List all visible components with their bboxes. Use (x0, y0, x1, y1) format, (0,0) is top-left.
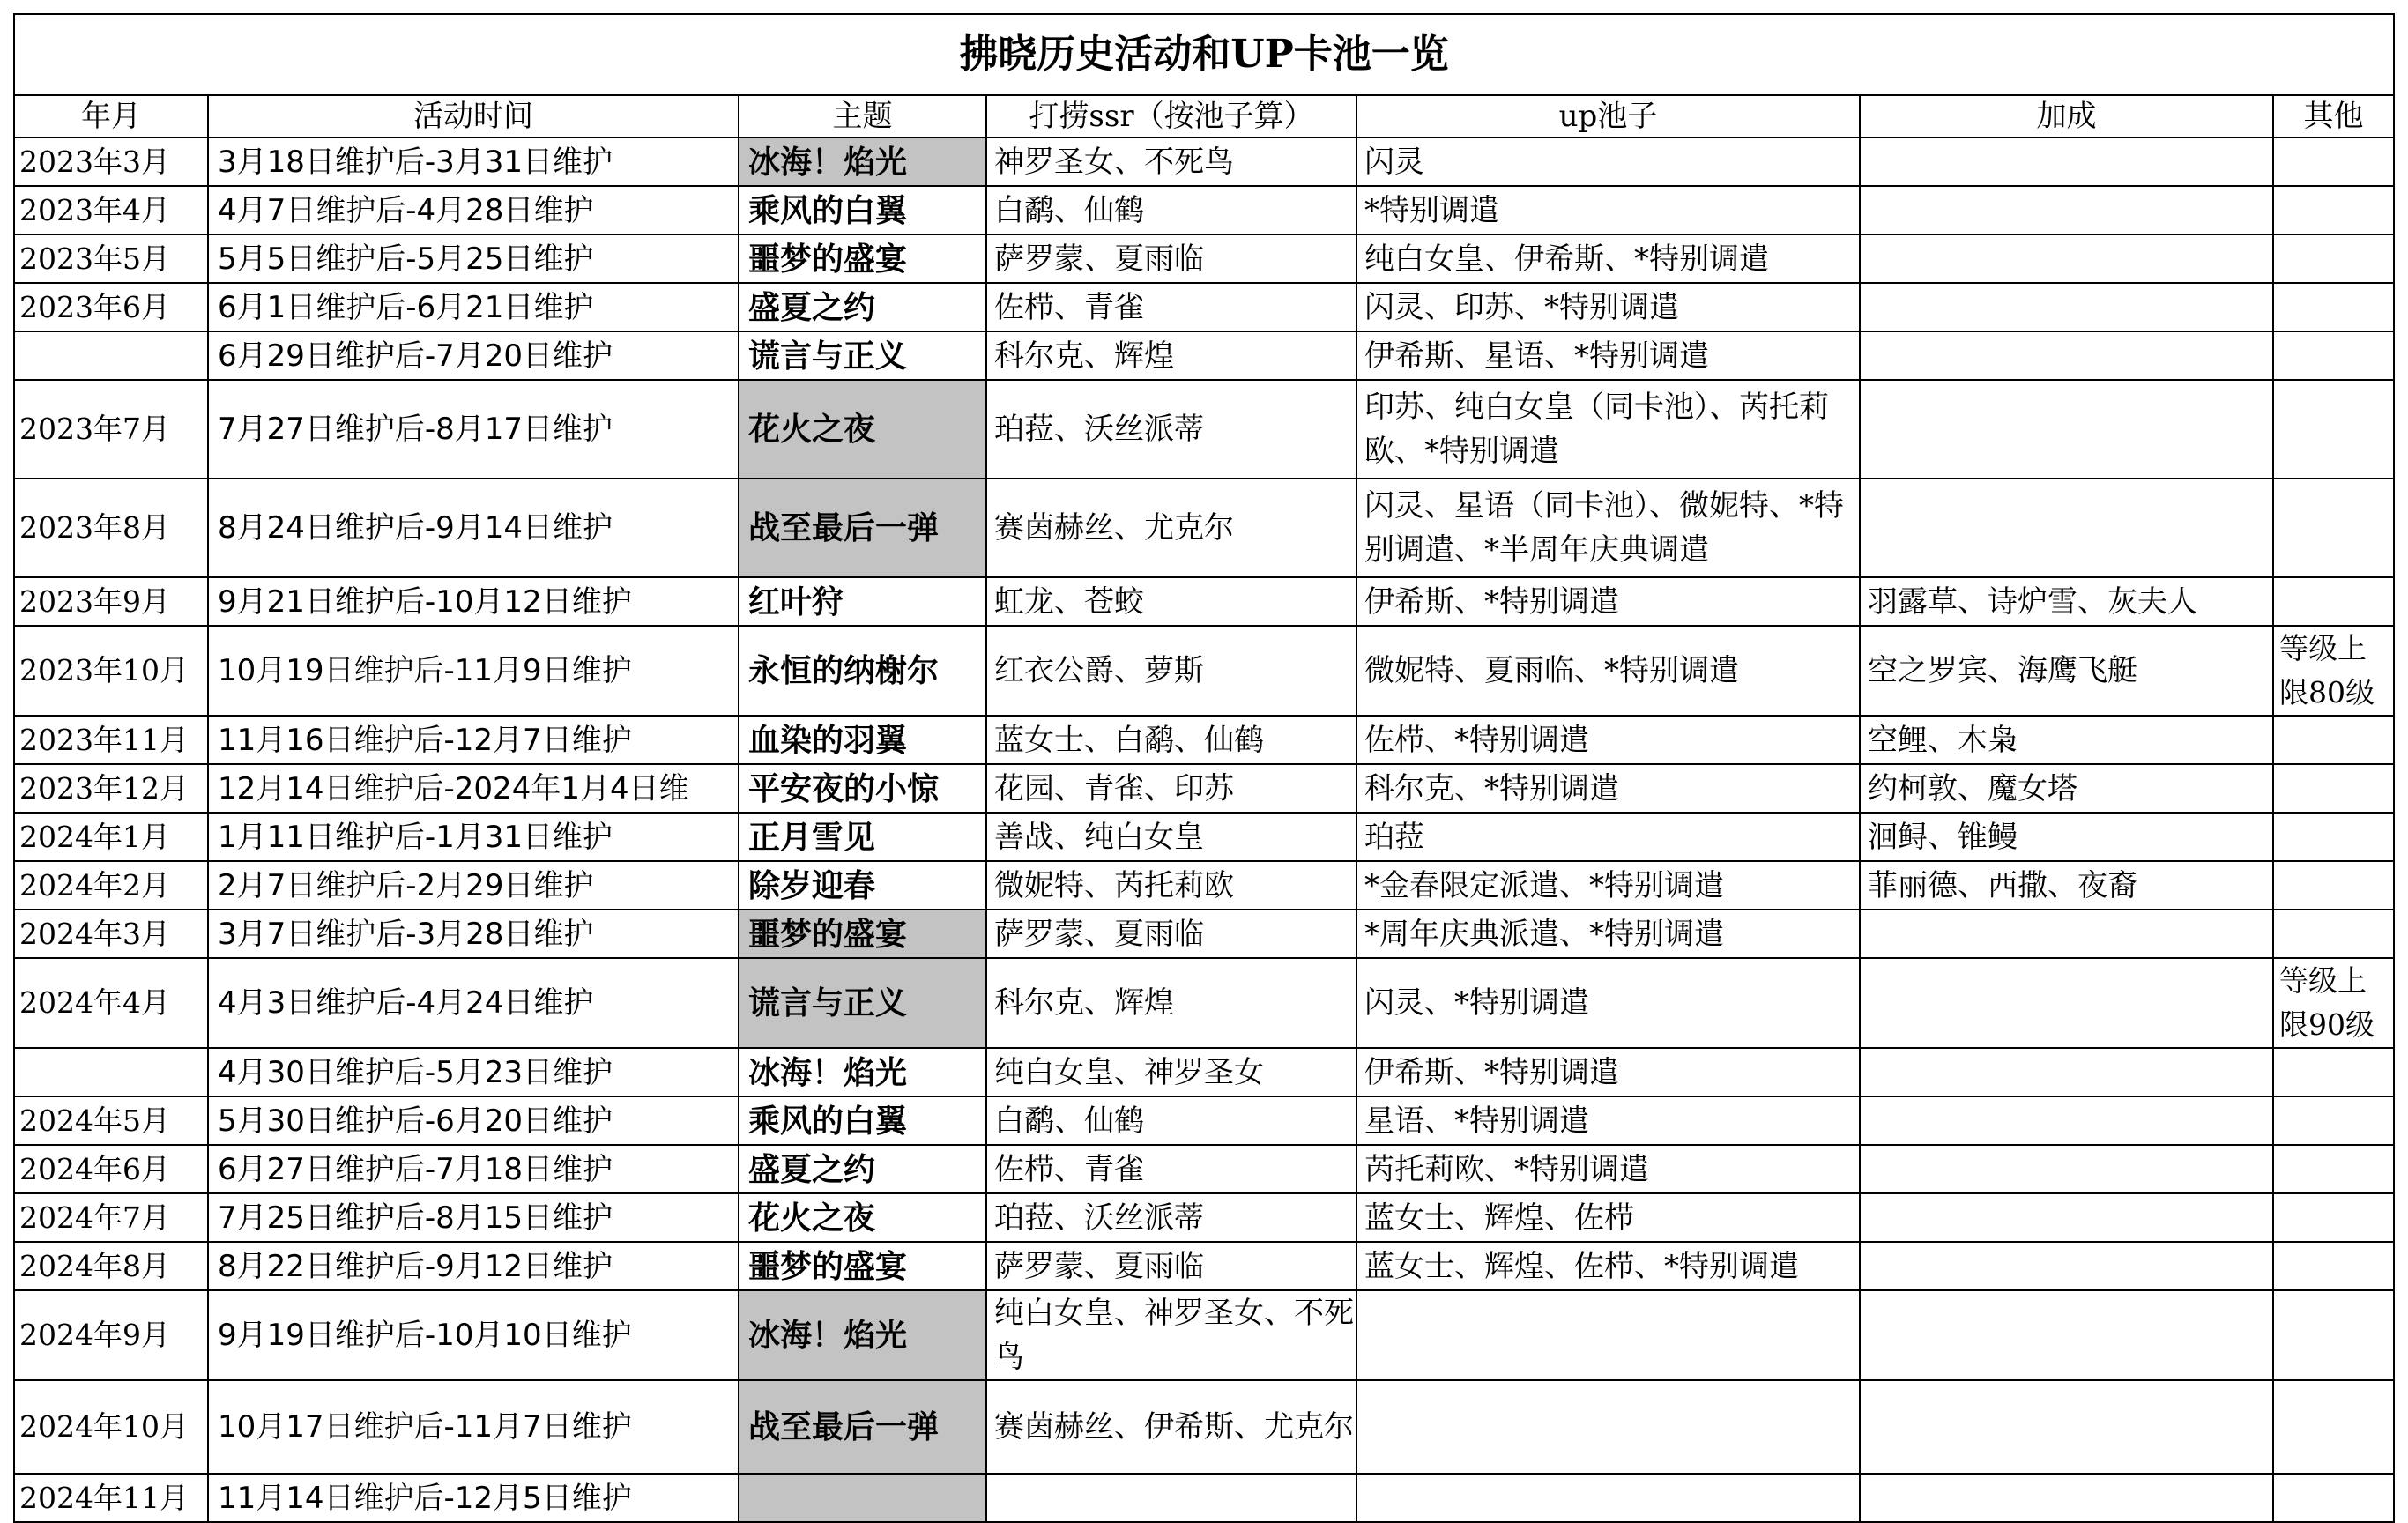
cell-bonus (1860, 137, 2273, 186)
cell-theme: 冰海！焰光 (739, 1290, 986, 1380)
cell-other (2273, 1193, 2394, 1242)
cell-up (1356, 1380, 1860, 1474)
cell-time: 4月30日维护后-5月23日维护 (208, 1048, 739, 1096)
cell-other (2273, 234, 2394, 283)
cell-ssr: 科尔克、辉煌 (986, 331, 1356, 380)
cell-theme: 战至最后一弹 (739, 1380, 986, 1474)
cell-month: 2023年7月 (14, 380, 208, 479)
cell-other (2273, 577, 2394, 626)
cell-time: 12月14日维护后-2024年1月4日维 (208, 764, 739, 813)
cell-other: 等级上限80级 (2273, 626, 2394, 716)
cell-ssr: 赛茵赫丝、尤克尔 (986, 479, 1356, 577)
cell-theme: 除岁迎春 (739, 861, 986, 910)
cell-ssr: 萨罗蒙、夏雨临 (986, 234, 1356, 283)
cell-time: 8月24日维护后-9月14日维护 (208, 479, 739, 577)
cell-time: 5月30日维护后-6月20日维护 (208, 1096, 739, 1145)
cell-bonus: 约柯敦、魔女塔 (1860, 764, 2273, 813)
cell-time: 8月22日维护后-9月12日维护 (208, 1242, 739, 1290)
cell-month: 2024年10月 (14, 1380, 208, 1474)
cell-theme: 乘风的白翼 (739, 1096, 986, 1145)
cell-theme: 盛夏之约 (739, 1145, 986, 1193)
cell-theme: 花火之夜 (739, 1193, 986, 1242)
cell-bonus (1860, 234, 2273, 283)
table-row (14, 813, 2394, 861)
table-title: 拂晓历史活动和UP卡池一览 (14, 14, 2394, 95)
table-row (14, 234, 2394, 283)
cell-theme: 噩梦的盛宴 (739, 1242, 986, 1290)
cell-other (2273, 137, 2394, 186)
cell-time: 3月18日维护后-3月31日维护 (208, 137, 739, 186)
cell-theme: 红叶狩 (739, 577, 986, 626)
cell-time: 11月14日维护后-12月5日维护 (208, 1474, 739, 1522)
cell-bonus: 菲丽德、西撒、夜裔 (1860, 861, 2273, 910)
cell-up: 闪灵、星语（同卡池）、微妮特、*特别调遣、*半周年庆典调遣 (1356, 479, 1860, 577)
cell-up (1356, 1290, 1860, 1380)
table-row (14, 1242, 2394, 1290)
cell-time: 4月3日维护后-4月24日维护 (208, 958, 739, 1048)
cell-up: 科尔克、*特别调遣 (1356, 764, 1860, 813)
cell-month: 2023年6月 (14, 283, 208, 331)
cell-bonus: 羽露草、诗炉雪、灰夫人 (1860, 577, 2273, 626)
cell-time: 2月7日维护后-2月29日维护 (208, 861, 739, 910)
table-row (14, 283, 2394, 331)
cell-other (2273, 1096, 2394, 1145)
cell-theme: 谎言与正义 (739, 958, 986, 1048)
cell-up: 纯白女皇、伊希斯、*特别调遣 (1356, 234, 1860, 283)
table-row (14, 1096, 2394, 1145)
cell-theme: 盛夏之约 (739, 283, 986, 331)
cell-ssr: 佐栉、青雀 (986, 283, 1356, 331)
table-row (14, 380, 2394, 479)
cell-other (2273, 716, 2394, 764)
cell-month: 2023年11月 (14, 716, 208, 764)
cell-bonus (1860, 479, 2273, 577)
table-row (14, 577, 2394, 626)
cell-month: 2024年3月 (14, 910, 208, 958)
cell-bonus (1860, 380, 2273, 479)
table-row (14, 861, 2394, 910)
cell-bonus (1860, 910, 2273, 958)
cell-bonus (1860, 1242, 2273, 1290)
table-row (14, 626, 2394, 716)
cell-up: 闪灵、*特别调遣 (1356, 958, 1860, 1048)
cell-ssr: 佐栉、青雀 (986, 1145, 1356, 1193)
cell-time: 3月7日维护后-3月28日维护 (208, 910, 739, 958)
cell-theme: 乘风的白翼 (739, 186, 986, 234)
cell-bonus (1860, 958, 2273, 1048)
cell-theme (739, 1474, 986, 1522)
table-row (14, 1145, 2394, 1193)
table-row (14, 331, 2394, 380)
cell-up (1356, 1474, 1860, 1522)
cell-time: 5月5日维护后-5月25日维护 (208, 234, 739, 283)
table-row (14, 716, 2394, 764)
cell-month (14, 1048, 208, 1096)
cell-bonus (1860, 1290, 2273, 1380)
header-up: up池子 (1356, 95, 1860, 137)
cell-ssr: 萨罗蒙、夏雨临 (986, 910, 1356, 958)
cell-time: 10月19日维护后-11月9日维护 (208, 626, 739, 716)
header-time: 活动时间 (208, 95, 739, 137)
cell-up: *特别调遣 (1356, 186, 1860, 234)
cell-bonus (1860, 283, 2273, 331)
cell-ssr: 赛茵赫丝、伊希斯、尤克尔 (986, 1380, 1356, 1474)
cell-theme: 平安夜的小惊 (739, 764, 986, 813)
cell-month: 2023年3月 (14, 137, 208, 186)
header-month: 年月 (14, 95, 208, 137)
cell-ssr: 善战、纯白女皇 (986, 813, 1356, 861)
cell-theme: 永恒的纳榭尔 (739, 626, 986, 716)
cell-bonus (1860, 1474, 2273, 1522)
cell-month: 2023年5月 (14, 234, 208, 283)
cell-month: 2023年9月 (14, 577, 208, 626)
cell-other (2273, 1380, 2394, 1474)
cell-month: 2023年4月 (14, 186, 208, 234)
cell-ssr: 珀菈、沃丝派蒂 (986, 1193, 1356, 1242)
cell-up: 闪灵、印苏、*特别调遣 (1356, 283, 1860, 331)
cell-up: 微妮特、夏雨临、*特别调遣 (1356, 626, 1860, 716)
cell-other (2273, 1145, 2394, 1193)
cell-time: 6月29日维护后-7月20日维护 (208, 331, 739, 380)
cell-time: 9月19日维护后-10月10日维护 (208, 1290, 739, 1380)
table-row (14, 1193, 2394, 1242)
cell-other (2273, 1290, 2394, 1380)
cell-month: 2024年1月 (14, 813, 208, 861)
cell-month: 2023年8月 (14, 479, 208, 577)
cell-ssr: 白鹬、仙鹤 (986, 186, 1356, 234)
cell-theme: 血染的羽翼 (739, 716, 986, 764)
cell-theme: 正月雪见 (739, 813, 986, 861)
cell-time: 7月25日维护后-8月15日维护 (208, 1193, 739, 1242)
cell-month: 2024年2月 (14, 861, 208, 910)
cell-up: 印苏、纯白女皇（同卡池）、芮托莉欧、*特别调遣 (1356, 380, 1860, 479)
cell-up: *金春限定派遣、*特别调遣 (1356, 861, 1860, 910)
cell-month: 2024年5月 (14, 1096, 208, 1145)
cell-up: 伊希斯、星语、*特别调遣 (1356, 331, 1860, 380)
cell-theme: 冰海！焰光 (739, 137, 986, 186)
cell-bonus: 空鲤、木枭 (1860, 716, 2273, 764)
cell-other (2273, 380, 2394, 479)
cell-up: 蓝女士、辉煌、佐栉 (1356, 1193, 1860, 1242)
cell-other (2273, 186, 2394, 234)
cell-bonus (1860, 1380, 2273, 1474)
cell-theme: 战至最后一弹 (739, 479, 986, 577)
cell-month: 2024年4月 (14, 958, 208, 1048)
cell-theme: 冰海！焰光 (739, 1048, 986, 1096)
table-row (14, 1048, 2394, 1096)
cell-month: 2024年9月 (14, 1290, 208, 1380)
cell-ssr: 蓝女士、白鹬、仙鹤 (986, 716, 1356, 764)
cell-up: 蓝女士、辉煌、佐栉、*特别调遣 (1356, 1242, 1860, 1290)
cell-ssr: 神罗圣女、不死鸟 (986, 137, 1356, 186)
cell-bonus (1860, 1048, 2273, 1096)
cell-time: 6月1日维护后-6月21日维护 (208, 283, 739, 331)
table-row (14, 764, 2394, 813)
cell-time: 1月11日维护后-1月31日维护 (208, 813, 739, 861)
cell-up: 珀菈 (1356, 813, 1860, 861)
cell-ssr (986, 1474, 1356, 1522)
cell-ssr: 微妮特、芮托莉欧 (986, 861, 1356, 910)
cell-theme: 噩梦的盛宴 (739, 234, 986, 283)
cell-theme: 花火之夜 (739, 380, 986, 479)
cell-month (14, 331, 208, 380)
cell-other (2273, 1242, 2394, 1290)
table-row (14, 479, 2394, 577)
cell-up: 伊希斯、*特别调遣 (1356, 1048, 1860, 1096)
cell-ssr: 纯白女皇、神罗圣女 (986, 1048, 1356, 1096)
table-row (14, 910, 2394, 958)
cell-bonus (1860, 1096, 2273, 1145)
cell-time: 11月16日维护后-12月7日维护 (208, 716, 739, 764)
cell-month: 2023年12月 (14, 764, 208, 813)
cell-up: *周年庆典派遣、*特别调遣 (1356, 910, 1860, 958)
cell-time: 4月7日维护后-4月28日维护 (208, 186, 739, 234)
cell-up: 闪灵 (1356, 137, 1860, 186)
cell-month: 2024年7月 (14, 1193, 208, 1242)
cell-ssr: 珀菈、沃丝派蒂 (986, 380, 1356, 479)
cell-time: 9月21日维护后-10月12日维护 (208, 577, 739, 626)
cell-ssr: 萨罗蒙、夏雨临 (986, 1242, 1356, 1290)
cell-time: 10月17日维护后-11月7日维护 (208, 1380, 739, 1474)
header-theme: 主题 (739, 95, 986, 137)
cell-ssr: 红衣公爵、萝斯 (986, 626, 1356, 716)
cell-month: 2023年10月 (14, 626, 208, 716)
cell-bonus: 空之罗宾、海鹰飞艇 (1860, 626, 2273, 716)
cell-up: 佐栉、*特别调遣 (1356, 716, 1860, 764)
cell-other (2273, 861, 2394, 910)
cell-other: 等级上限90级 (2273, 958, 2394, 1048)
cell-up: 伊希斯、*特别调遣 (1356, 577, 1860, 626)
table-row (14, 958, 2394, 1048)
cell-ssr: 花园、青雀、印苏 (986, 764, 1356, 813)
cell-other (2273, 1048, 2394, 1096)
header-ssr: 打捞ssr（按池子算） (986, 95, 1356, 137)
cell-up: 星语、*特别调遣 (1356, 1096, 1860, 1145)
table-row (14, 1380, 2394, 1474)
cell-other (2273, 331, 2394, 380)
cell-time: 7月27日维护后-8月17日维护 (208, 380, 739, 479)
cell-theme: 噩梦的盛宴 (739, 910, 986, 958)
cell-month: 2024年11月 (14, 1474, 208, 1522)
cell-ssr: 虹龙、苍蛟 (986, 577, 1356, 626)
cell-bonus (1860, 1193, 2273, 1242)
header-bonus: 加成 (1860, 95, 2273, 137)
cell-up: 芮托莉欧、*特别调遣 (1356, 1145, 1860, 1193)
cell-bonus (1860, 1145, 2273, 1193)
cell-other (2273, 813, 2394, 861)
cell-other (2273, 1474, 2394, 1522)
cell-theme: 谎言与正义 (739, 331, 986, 380)
cell-bonus (1860, 186, 2273, 234)
cell-bonus (1860, 331, 2273, 380)
cell-other (2273, 283, 2394, 331)
header-other: 其他 (2273, 95, 2394, 137)
table-row (14, 1474, 2394, 1522)
cell-ssr: 科尔克、辉煌 (986, 958, 1356, 1048)
cell-ssr: 纯白女皇、神罗圣女、不死鸟 (986, 1290, 1356, 1380)
cell-month: 2024年6月 (14, 1145, 208, 1193)
event-table (13, 13, 2395, 1523)
table-row (14, 186, 2394, 234)
header-row (14, 95, 2394, 137)
cell-ssr: 白鹬、仙鹤 (986, 1096, 1356, 1145)
table-row (14, 1290, 2394, 1380)
cell-other (2273, 764, 2394, 813)
cell-month: 2024年8月 (14, 1242, 208, 1290)
cell-other (2273, 910, 2394, 958)
cell-bonus: 洄鲟、锥鳗 (1860, 813, 2273, 861)
cell-other (2273, 479, 2394, 577)
cell-time: 6月27日维护后-7月18日维护 (208, 1145, 739, 1193)
table-row (14, 137, 2394, 186)
